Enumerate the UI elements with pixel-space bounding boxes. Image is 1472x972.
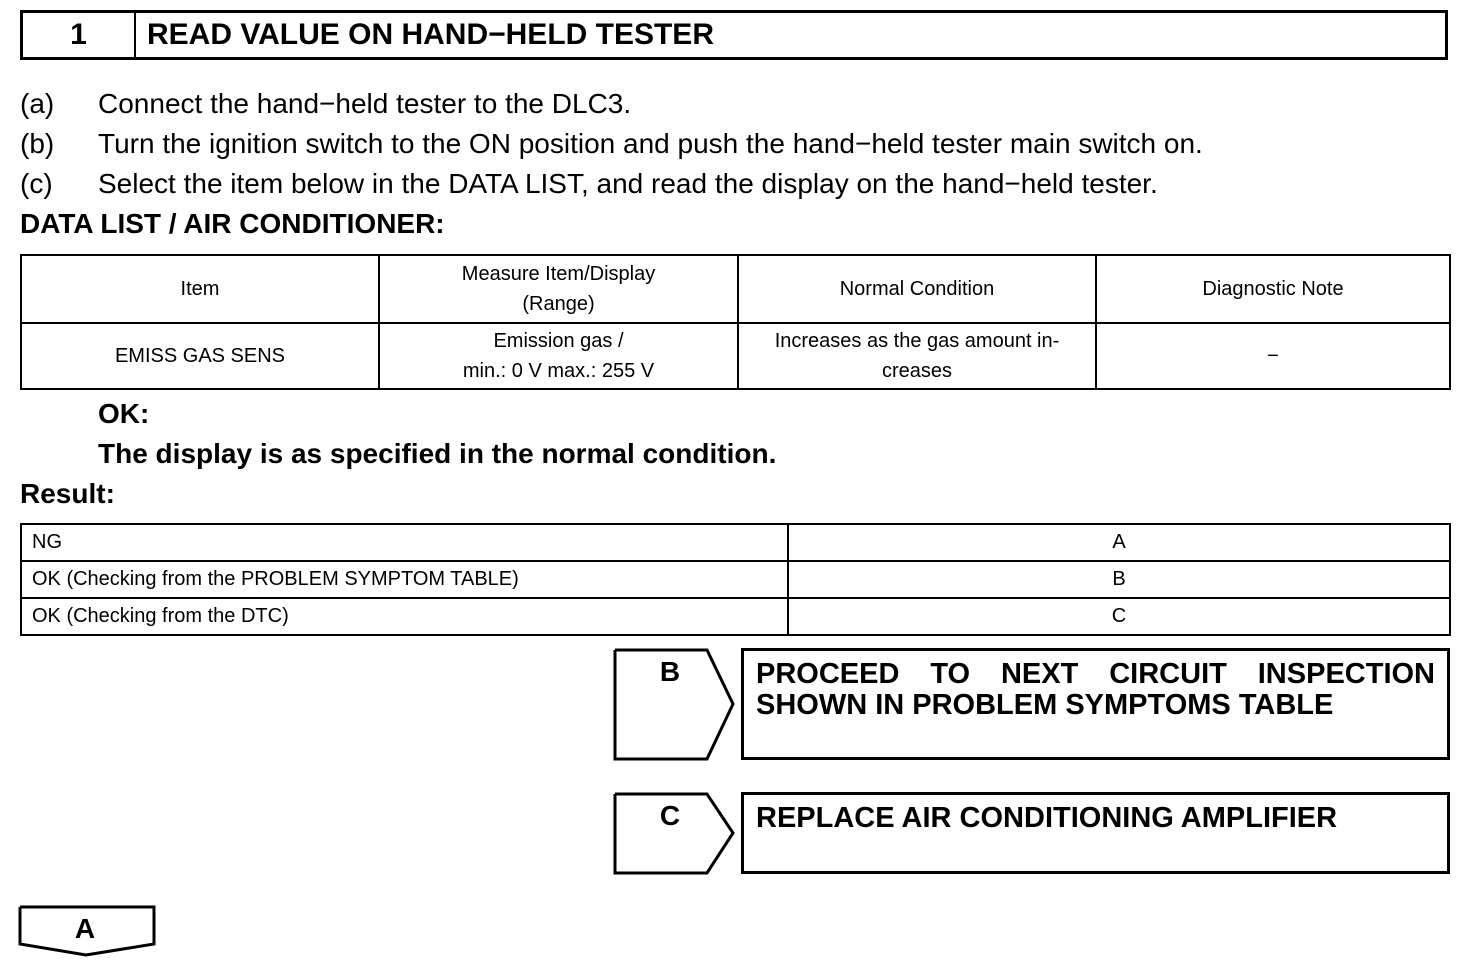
- column-header-note: Diagnostic Note: [1096, 255, 1450, 323]
- cell-normal-line1: Increases as the gas amount in-: [774, 330, 1060, 352]
- cell-item: EMISS GAS SENS: [21, 323, 379, 389]
- table-row: [21, 598, 1450, 635]
- next-code-a: A: [74, 913, 96, 944]
- result-code: B: [788, 561, 1450, 598]
- table-row: [21, 524, 1450, 561]
- cell-normal-line2: creases: [881, 360, 953, 382]
- action-text-b-line1: PROCEED TO NEXT CIRCUIT INSPECTION: [756, 658, 1435, 690]
- column-header-normal: Normal Condition: [738, 255, 1096, 323]
- instruction-b: [20, 128, 1420, 162]
- cell-note: −: [1096, 323, 1450, 389]
- instruction-label: (c): [20, 168, 53, 199]
- ok-label: OK:: [98, 398, 150, 429]
- result-code: A: [788, 524, 1450, 561]
- action-code-b: B: [659, 656, 681, 687]
- step-header: [20, 10, 1448, 60]
- table-row: [21, 323, 1450, 389]
- result-code: C: [788, 598, 1450, 635]
- data-list-heading: DATA LIST / AIR CONDITIONER:: [20, 208, 445, 239]
- step-number: 1: [23, 13, 136, 57]
- result-heading: Result:: [20, 478, 115, 509]
- cell-measure-line2: min.: 0 V max.: 255 V: [462, 360, 655, 382]
- table-row: [21, 561, 1450, 598]
- result-table: [20, 523, 1451, 636]
- result-condition: OK (Checking from the DTC): [21, 598, 788, 635]
- table-header-row: [21, 255, 1450, 323]
- column-header-item: Item: [21, 255, 379, 323]
- column-header-measure-line2: (Range): [522, 293, 595, 315]
- action-text-b-line2: SHOWN IN PROBLEM SYMPTOMS TABLE: [756, 689, 1334, 721]
- instruction-label: (b): [20, 128, 55, 159]
- action-box-b: [741, 648, 1450, 760]
- result-condition: OK (Checking from the PROBLEM SYMPTOM TABLE): [21, 561, 788, 598]
- cell-measure: [379, 323, 738, 389]
- action-code-c: C: [659, 800, 681, 831]
- action-box-c: [741, 792, 1450, 874]
- step-title: READ VALUE ON HAND−HELD TESTER: [147, 18, 714, 51]
- column-header-measure-line1: Measure Item/Display: [461, 263, 656, 285]
- cell-measure-line1: Emission gas /: [493, 330, 624, 352]
- instruction-a: [20, 88, 1420, 122]
- instruction-text: Select the item below in the DATA LIST, and read the display on the hand−held tester.: [98, 168, 1158, 199]
- instruction-label: (a): [20, 88, 55, 119]
- action-text-c-line1: REPLACE AIR CONDITIONING AMPLIFIER: [756, 802, 1338, 834]
- data-list-table: [20, 254, 1451, 390]
- instruction-c: [20, 168, 1420, 202]
- ok-text: The display is as specified in the normal condition.: [98, 438, 777, 469]
- column-header-measure: [379, 255, 738, 323]
- instruction-text: Connect the hand−held tester to the DLC3.: [98, 88, 632, 119]
- result-condition: NG: [21, 524, 788, 561]
- cell-normal: [738, 323, 1096, 389]
- instruction-text: Turn the ignition switch to the ON position and push the hand−held tester main switch on.: [98, 128, 1203, 159]
